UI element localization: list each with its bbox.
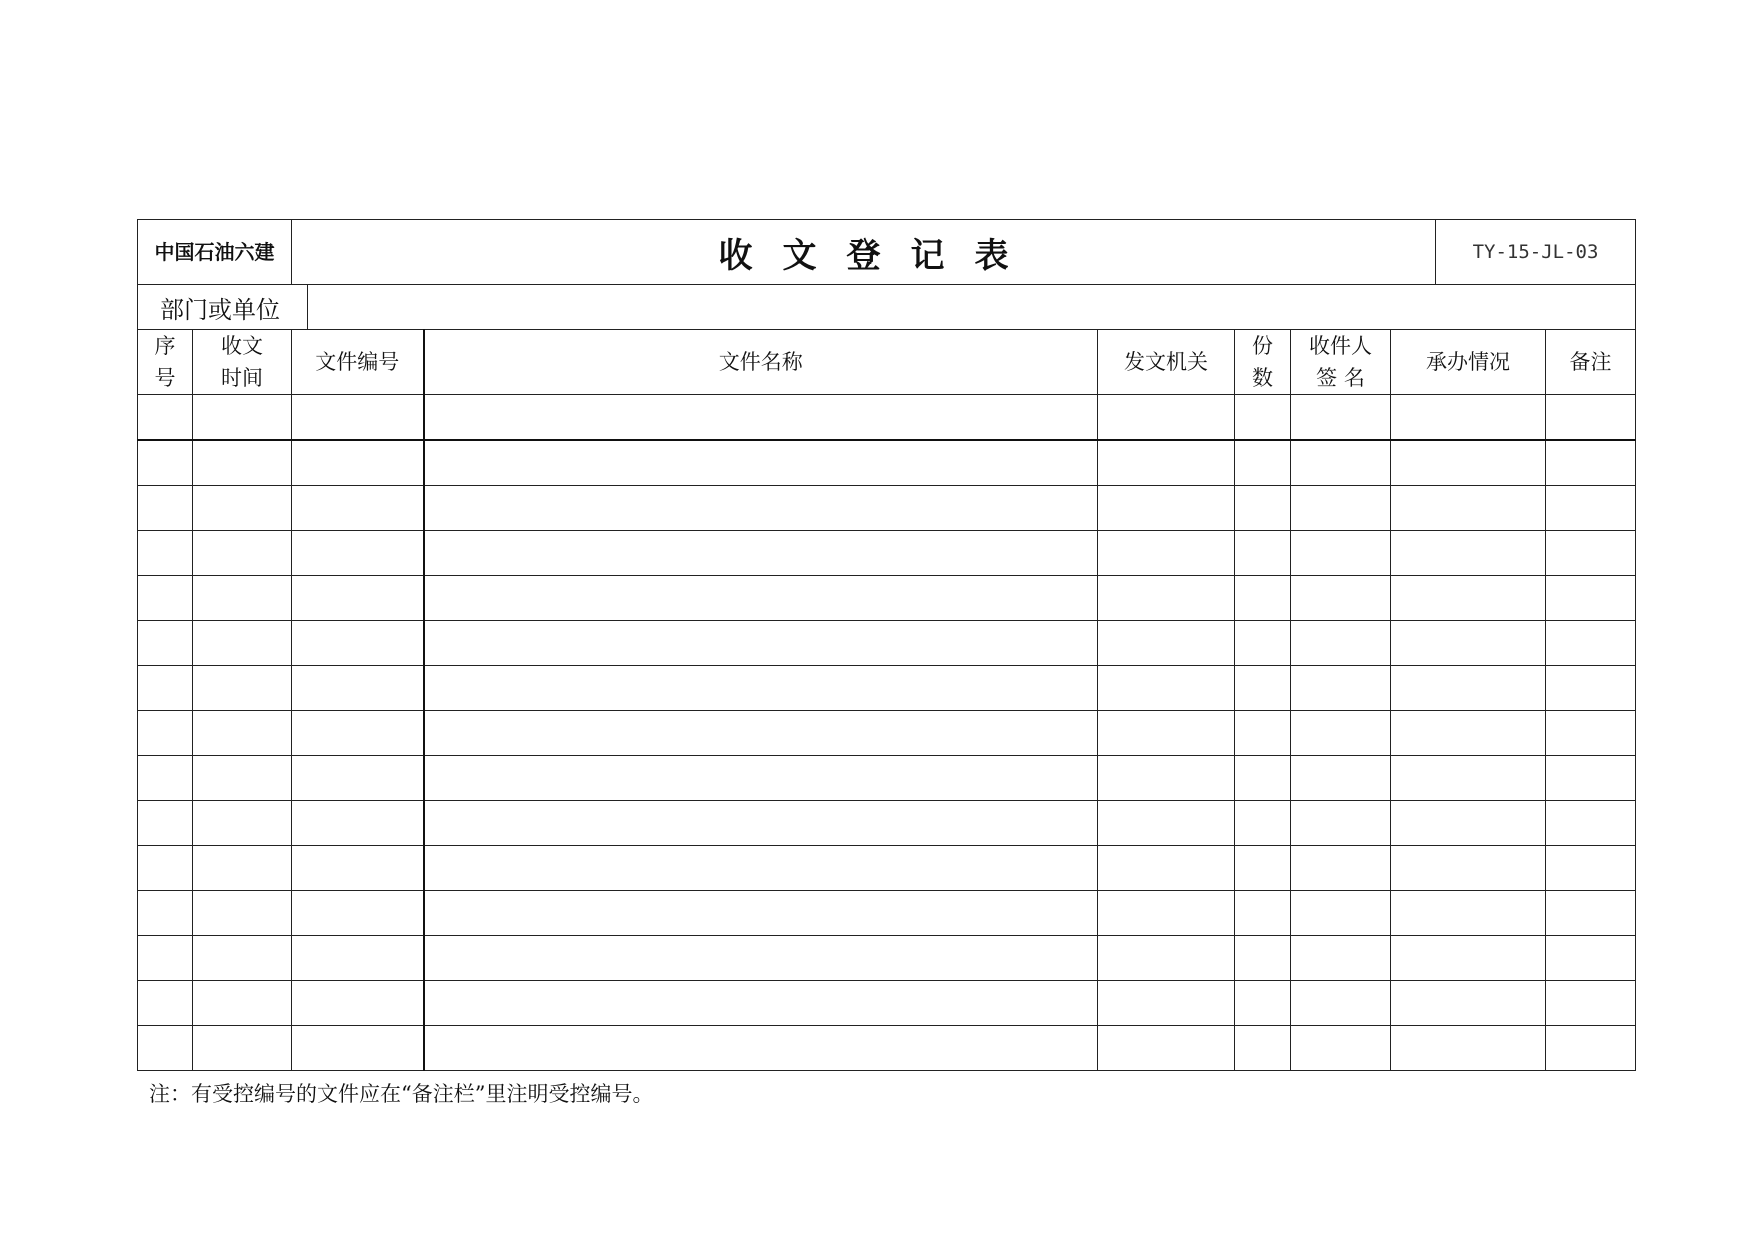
table-cell[interactable] <box>1235 531 1291 576</box>
table-cell[interactable] <box>193 440 292 486</box>
dept-field[interactable] <box>308 285 1636 330</box>
header-table <box>137 219 1636 285</box>
table-cell[interactable] <box>1546 486 1636 531</box>
dept-label: 部门或单位 <box>138 285 308 330</box>
table-cell[interactable] <box>1098 531 1235 576</box>
table-cell[interactable] <box>1235 846 1291 891</box>
table-cell[interactable] <box>424 936 1098 981</box>
register-form <box>137 219 1635 1071</box>
table-cell[interactable] <box>1098 440 1235 486</box>
table-cell[interactable] <box>138 531 193 576</box>
table-cell[interactable] <box>1546 891 1636 936</box>
table-cell[interactable] <box>1291 891 1391 936</box>
table-cell[interactable] <box>1098 711 1235 756</box>
table-cell[interactable] <box>1546 756 1636 801</box>
table-cell[interactable] <box>138 756 193 801</box>
table-cell[interactable] <box>1098 891 1235 936</box>
table-cell[interactable] <box>424 440 1098 486</box>
col-issuing-agency: 发文机关 <box>1098 330 1235 395</box>
table-cell[interactable] <box>1546 395 1636 441</box>
table-cell[interactable] <box>1235 440 1291 486</box>
table-cell[interactable] <box>1291 531 1391 576</box>
table-cell[interactable] <box>1098 846 1235 891</box>
table-cell[interactable] <box>1235 936 1291 981</box>
table-cell[interactable] <box>424 801 1098 846</box>
table-cell[interactable] <box>1235 981 1291 1026</box>
table-cell[interactable] <box>193 666 292 711</box>
table-cell[interactable] <box>292 711 424 756</box>
table-cell[interactable] <box>1098 666 1235 711</box>
table-cell[interactable] <box>1391 936 1546 981</box>
table-cell[interactable] <box>1391 711 1546 756</box>
table-cell[interactable] <box>1235 666 1291 711</box>
table-cell[interactable] <box>1546 440 1636 486</box>
table-cell[interactable] <box>424 666 1098 711</box>
table-cell[interactable] <box>1391 801 1546 846</box>
table-cell[interactable] <box>1235 486 1291 531</box>
table-row <box>138 576 1636 621</box>
table-cell[interactable] <box>1391 666 1546 711</box>
table-cell[interactable] <box>292 756 424 801</box>
table-cell[interactable] <box>138 711 193 756</box>
table-cell[interactable] <box>1291 395 1391 441</box>
table-row <box>138 936 1636 981</box>
table-cell[interactable] <box>1546 711 1636 756</box>
table-cell[interactable] <box>292 1026 424 1071</box>
col-seq: 序号 <box>138 330 193 395</box>
table-cell[interactable] <box>292 531 424 576</box>
table-cell[interactable] <box>138 936 193 981</box>
table-cell[interactable] <box>138 891 193 936</box>
table-cell[interactable] <box>292 891 424 936</box>
table-cell[interactable] <box>1391 846 1546 891</box>
table-cell[interactable] <box>193 486 292 531</box>
table-cell[interactable] <box>1291 621 1391 666</box>
table-cell[interactable] <box>1546 936 1636 981</box>
table-cell[interactable] <box>1291 801 1391 846</box>
table-cell[interactable] <box>1391 621 1546 666</box>
table-cell[interactable] <box>1098 756 1235 801</box>
company-name: 中国石油六建 <box>138 220 292 285</box>
table-cell[interactable] <box>1235 711 1291 756</box>
table-cell[interactable] <box>138 981 193 1026</box>
table-cell[interactable] <box>292 395 424 441</box>
column-header-row <box>138 330 1636 395</box>
table-cell[interactable] <box>193 801 292 846</box>
table-cell[interactable] <box>424 711 1098 756</box>
table-row <box>138 395 1636 441</box>
table-cell[interactable] <box>193 756 292 801</box>
table-row <box>138 1026 1636 1071</box>
table-cell[interactable] <box>1546 576 1636 621</box>
table-cell[interactable] <box>1291 936 1391 981</box>
table-cell[interactable] <box>292 801 424 846</box>
table-cell[interactable] <box>424 576 1098 621</box>
table-cell[interactable] <box>1546 531 1636 576</box>
table-cell[interactable] <box>193 531 292 576</box>
table-cell[interactable] <box>1391 576 1546 621</box>
table-cell[interactable] <box>1391 981 1546 1026</box>
table-row <box>138 891 1636 936</box>
table-cell[interactable] <box>1098 936 1235 981</box>
table-cell[interactable] <box>1291 981 1391 1026</box>
table-row <box>138 756 1636 801</box>
table-cell[interactable] <box>292 846 424 891</box>
table-row <box>138 846 1636 891</box>
table-cell[interactable] <box>193 395 292 441</box>
table-cell[interactable] <box>1546 1026 1636 1071</box>
col-doc-name: 文件名称 <box>424 330 1098 395</box>
form-title: 收文登记表 <box>292 220 1436 285</box>
footnote: 注：有受控编号的文件应在“备注栏”里注明受控编号。 <box>149 1082 654 1106</box>
table-cell[interactable] <box>1391 756 1546 801</box>
col-handling-status: 承办情况 <box>1391 330 1546 395</box>
table-cell[interactable] <box>1291 440 1391 486</box>
table-cell[interactable] <box>424 1026 1098 1071</box>
table-cell[interactable] <box>1235 395 1291 441</box>
table-cell[interactable] <box>424 891 1098 936</box>
col-recipient-signature: 收件人签 名 <box>1291 330 1391 395</box>
table-row <box>138 440 1636 486</box>
table-cell[interactable] <box>1291 1026 1391 1071</box>
table-cell[interactable] <box>1291 666 1391 711</box>
table-cell[interactable] <box>1546 666 1636 711</box>
col-remarks: 备注 <box>1546 330 1636 395</box>
table-cell[interactable] <box>1546 981 1636 1026</box>
table-cell[interactable] <box>292 576 424 621</box>
table-cell[interactable] <box>1098 395 1235 441</box>
table-cell[interactable] <box>138 1026 193 1071</box>
col-doc-number: 文件编号 <box>292 330 424 395</box>
table-cell[interactable] <box>1235 801 1291 846</box>
col-receive-time: 收文时间 <box>193 330 292 395</box>
table-cell[interactable] <box>1098 981 1235 1026</box>
table-cell[interactable] <box>1235 1026 1291 1071</box>
table-cell[interactable] <box>193 891 292 936</box>
table-cell[interactable] <box>138 440 193 486</box>
table-cell[interactable] <box>424 981 1098 1026</box>
table-cell[interactable] <box>1546 621 1636 666</box>
table-cell[interactable] <box>193 711 292 756</box>
table-cell[interactable] <box>1235 621 1291 666</box>
table-row <box>138 531 1636 576</box>
table-cell[interactable] <box>193 981 292 1026</box>
table-cell[interactable] <box>424 395 1098 441</box>
table-row <box>138 621 1636 666</box>
table-cell[interactable] <box>1391 395 1546 441</box>
table-cell[interactable] <box>1391 440 1546 486</box>
table-row <box>138 666 1636 711</box>
table-cell[interactable] <box>1391 486 1546 531</box>
table-cell[interactable] <box>1235 576 1291 621</box>
table-cell[interactable] <box>292 981 424 1026</box>
table-cell[interactable] <box>1291 576 1391 621</box>
table-cell[interactable] <box>292 936 424 981</box>
table-cell[interactable] <box>193 576 292 621</box>
table-cell[interactable] <box>1291 486 1391 531</box>
table-cell[interactable] <box>424 486 1098 531</box>
table-cell[interactable] <box>292 440 424 486</box>
table-cell[interactable] <box>1098 576 1235 621</box>
table-cell[interactable] <box>1546 801 1636 846</box>
table-cell[interactable] <box>1098 486 1235 531</box>
table-cell[interactable] <box>138 576 193 621</box>
table-cell[interactable] <box>1291 756 1391 801</box>
table-cell[interactable] <box>1235 891 1291 936</box>
table-cell[interactable] <box>1546 846 1636 891</box>
table-cell[interactable] <box>292 486 424 531</box>
table-cell[interactable] <box>193 621 292 666</box>
table-cell[interactable] <box>424 846 1098 891</box>
table-cell[interactable] <box>1235 756 1291 801</box>
table-cell[interactable] <box>138 621 193 666</box>
table-cell[interactable] <box>1098 801 1235 846</box>
table-cell[interactable] <box>1098 1026 1235 1071</box>
table-cell[interactable] <box>1098 621 1235 666</box>
col-copies: 份数 <box>1235 330 1291 395</box>
register-table <box>137 329 1636 395</box>
table-cell[interactable] <box>138 666 193 711</box>
table-cell[interactable] <box>1391 891 1546 936</box>
table-cell[interactable] <box>138 395 193 441</box>
table-cell[interactable] <box>424 531 1098 576</box>
register-body <box>137 394 1636 1071</box>
table-cell[interactable] <box>292 666 424 711</box>
table-cell[interactable] <box>138 801 193 846</box>
table-cell[interactable] <box>292 621 424 666</box>
table-cell[interactable] <box>424 621 1098 666</box>
table-cell[interactable] <box>424 756 1098 801</box>
table-cell[interactable] <box>138 846 193 891</box>
table-cell[interactable] <box>193 846 292 891</box>
table-row <box>138 486 1636 531</box>
table-row <box>138 801 1636 846</box>
table-cell[interactable] <box>138 486 193 531</box>
table-cell[interactable] <box>193 1026 292 1071</box>
table-row <box>138 981 1636 1026</box>
table-cell[interactable] <box>1391 531 1546 576</box>
table-cell[interactable] <box>193 936 292 981</box>
dept-table <box>137 284 1636 330</box>
table-cell[interactable] <box>1291 846 1391 891</box>
table-cell[interactable] <box>1391 1026 1546 1071</box>
table-cell[interactable] <box>1291 711 1391 756</box>
form-code: TY-15-JL-03 <box>1436 220 1636 285</box>
table-row <box>138 711 1636 756</box>
